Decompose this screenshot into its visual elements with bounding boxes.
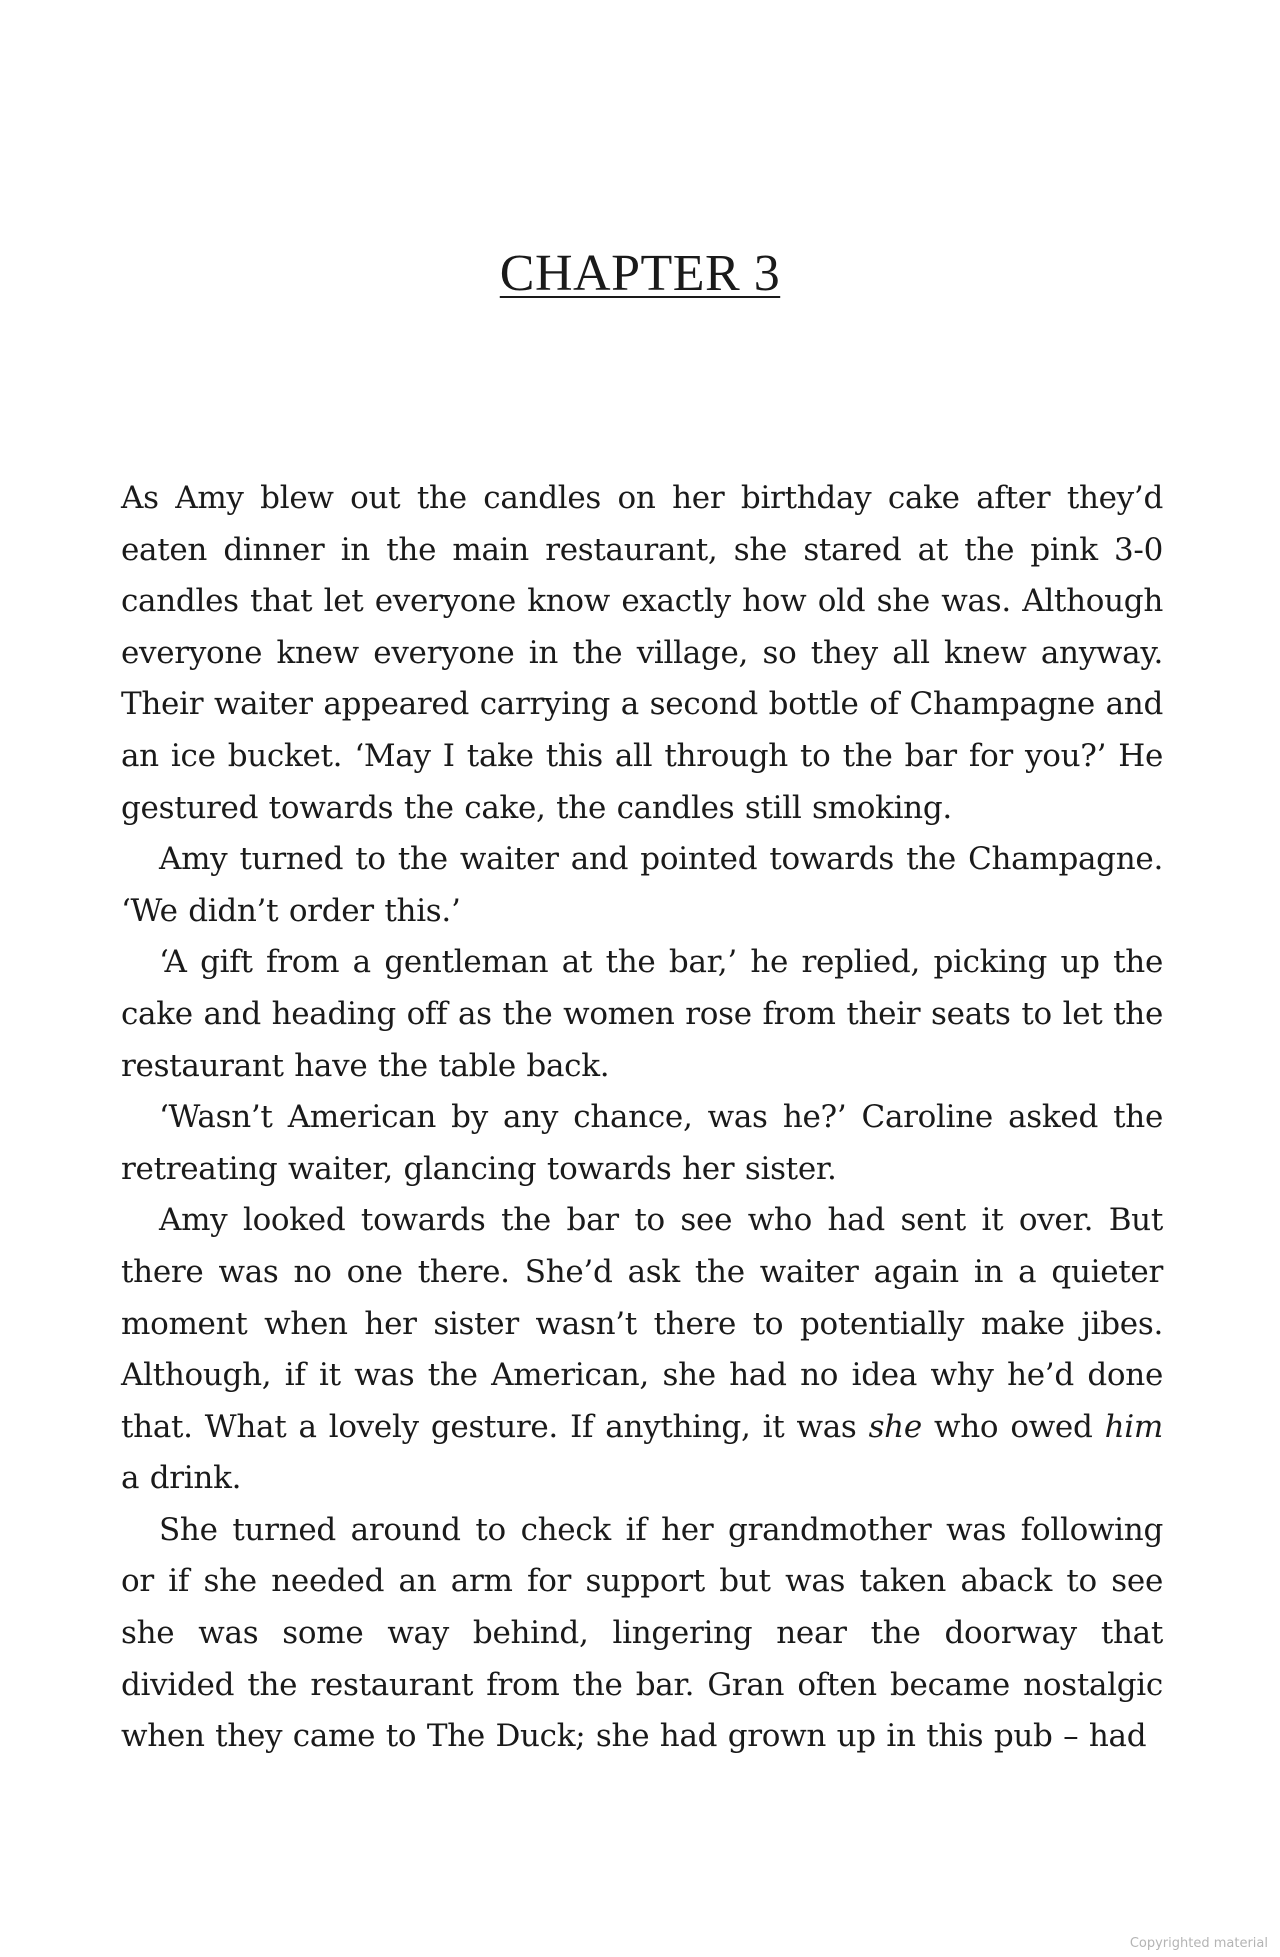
paragraph-text: Amy looked towards the bar to see who had sent it over. But there was no one there. She’d ask the waiter again in a quieter moment when her sister wasn’t there to potentially make jibes. Although, if it was the American, she had no idea why he’d done that. What a lovely gesture. If anything, it was: [121, 1202, 1163, 1445]
chapter-title: CHAPTER 3: [499, 245, 781, 302]
paragraph-text: Amy turned to the waiter and pointed towards the Champagne. ‘We didn’t order this.’: [121, 841, 1163, 929]
italic-text: him: [1104, 1408, 1163, 1445]
paragraph-text: ‘A gift from a gentleman at the bar,’ he replied, picking up the cake and heading off as the women rose from their seats to let the restaurant have the table back.: [121, 944, 1163, 1084]
paragraph-text: As Amy blew out the candles on her birthday cake after they’d eaten dinner in the main restaurant, she stared at the pink 3-0 candles that let everyone know exactly how old she was. Although everyone knew everyone in the village, so they all knew anyway. Their waiter appeared carrying a second bottle of Champagne and an ice bucket. ‘May I take this all through to the bar for you?’ He gestured towards the cake, the candles still smoking.: [121, 480, 1163, 826]
paragraph: [121, 937, 1163, 1092]
italic-text: she: [868, 1408, 922, 1445]
paragraph-text: a drink.: [121, 1460, 242, 1497]
paragraph-text: who owed: [921, 1408, 1105, 1445]
paragraph-text: ‘Wasn’t American by any chance, was he?’ Caroline asked the retreating waiter, glancing towards her sister.: [121, 1099, 1163, 1187]
paragraph-text: She turned around to check if her grandmother was following or if she needed an arm for support but was taken aback to see she was some way behind, lingering near the doorway that divided the restaurant from the bar. Gran often became nostalgic when they came to The Duck; she had grown up in this pub – had: [121, 1511, 1163, 1755]
paragraph: [121, 1195, 1163, 1505]
copyright-notice: Copyrighted material: [1129, 1936, 1268, 1951]
paragraph: [121, 473, 1163, 834]
paragraph: [121, 1092, 1163, 1195]
paragraph: [121, 1505, 1163, 1763]
chapter-body: [121, 473, 1163, 1763]
chapter-heading: [0, 244, 1280, 303]
paragraph: [121, 834, 1163, 937]
